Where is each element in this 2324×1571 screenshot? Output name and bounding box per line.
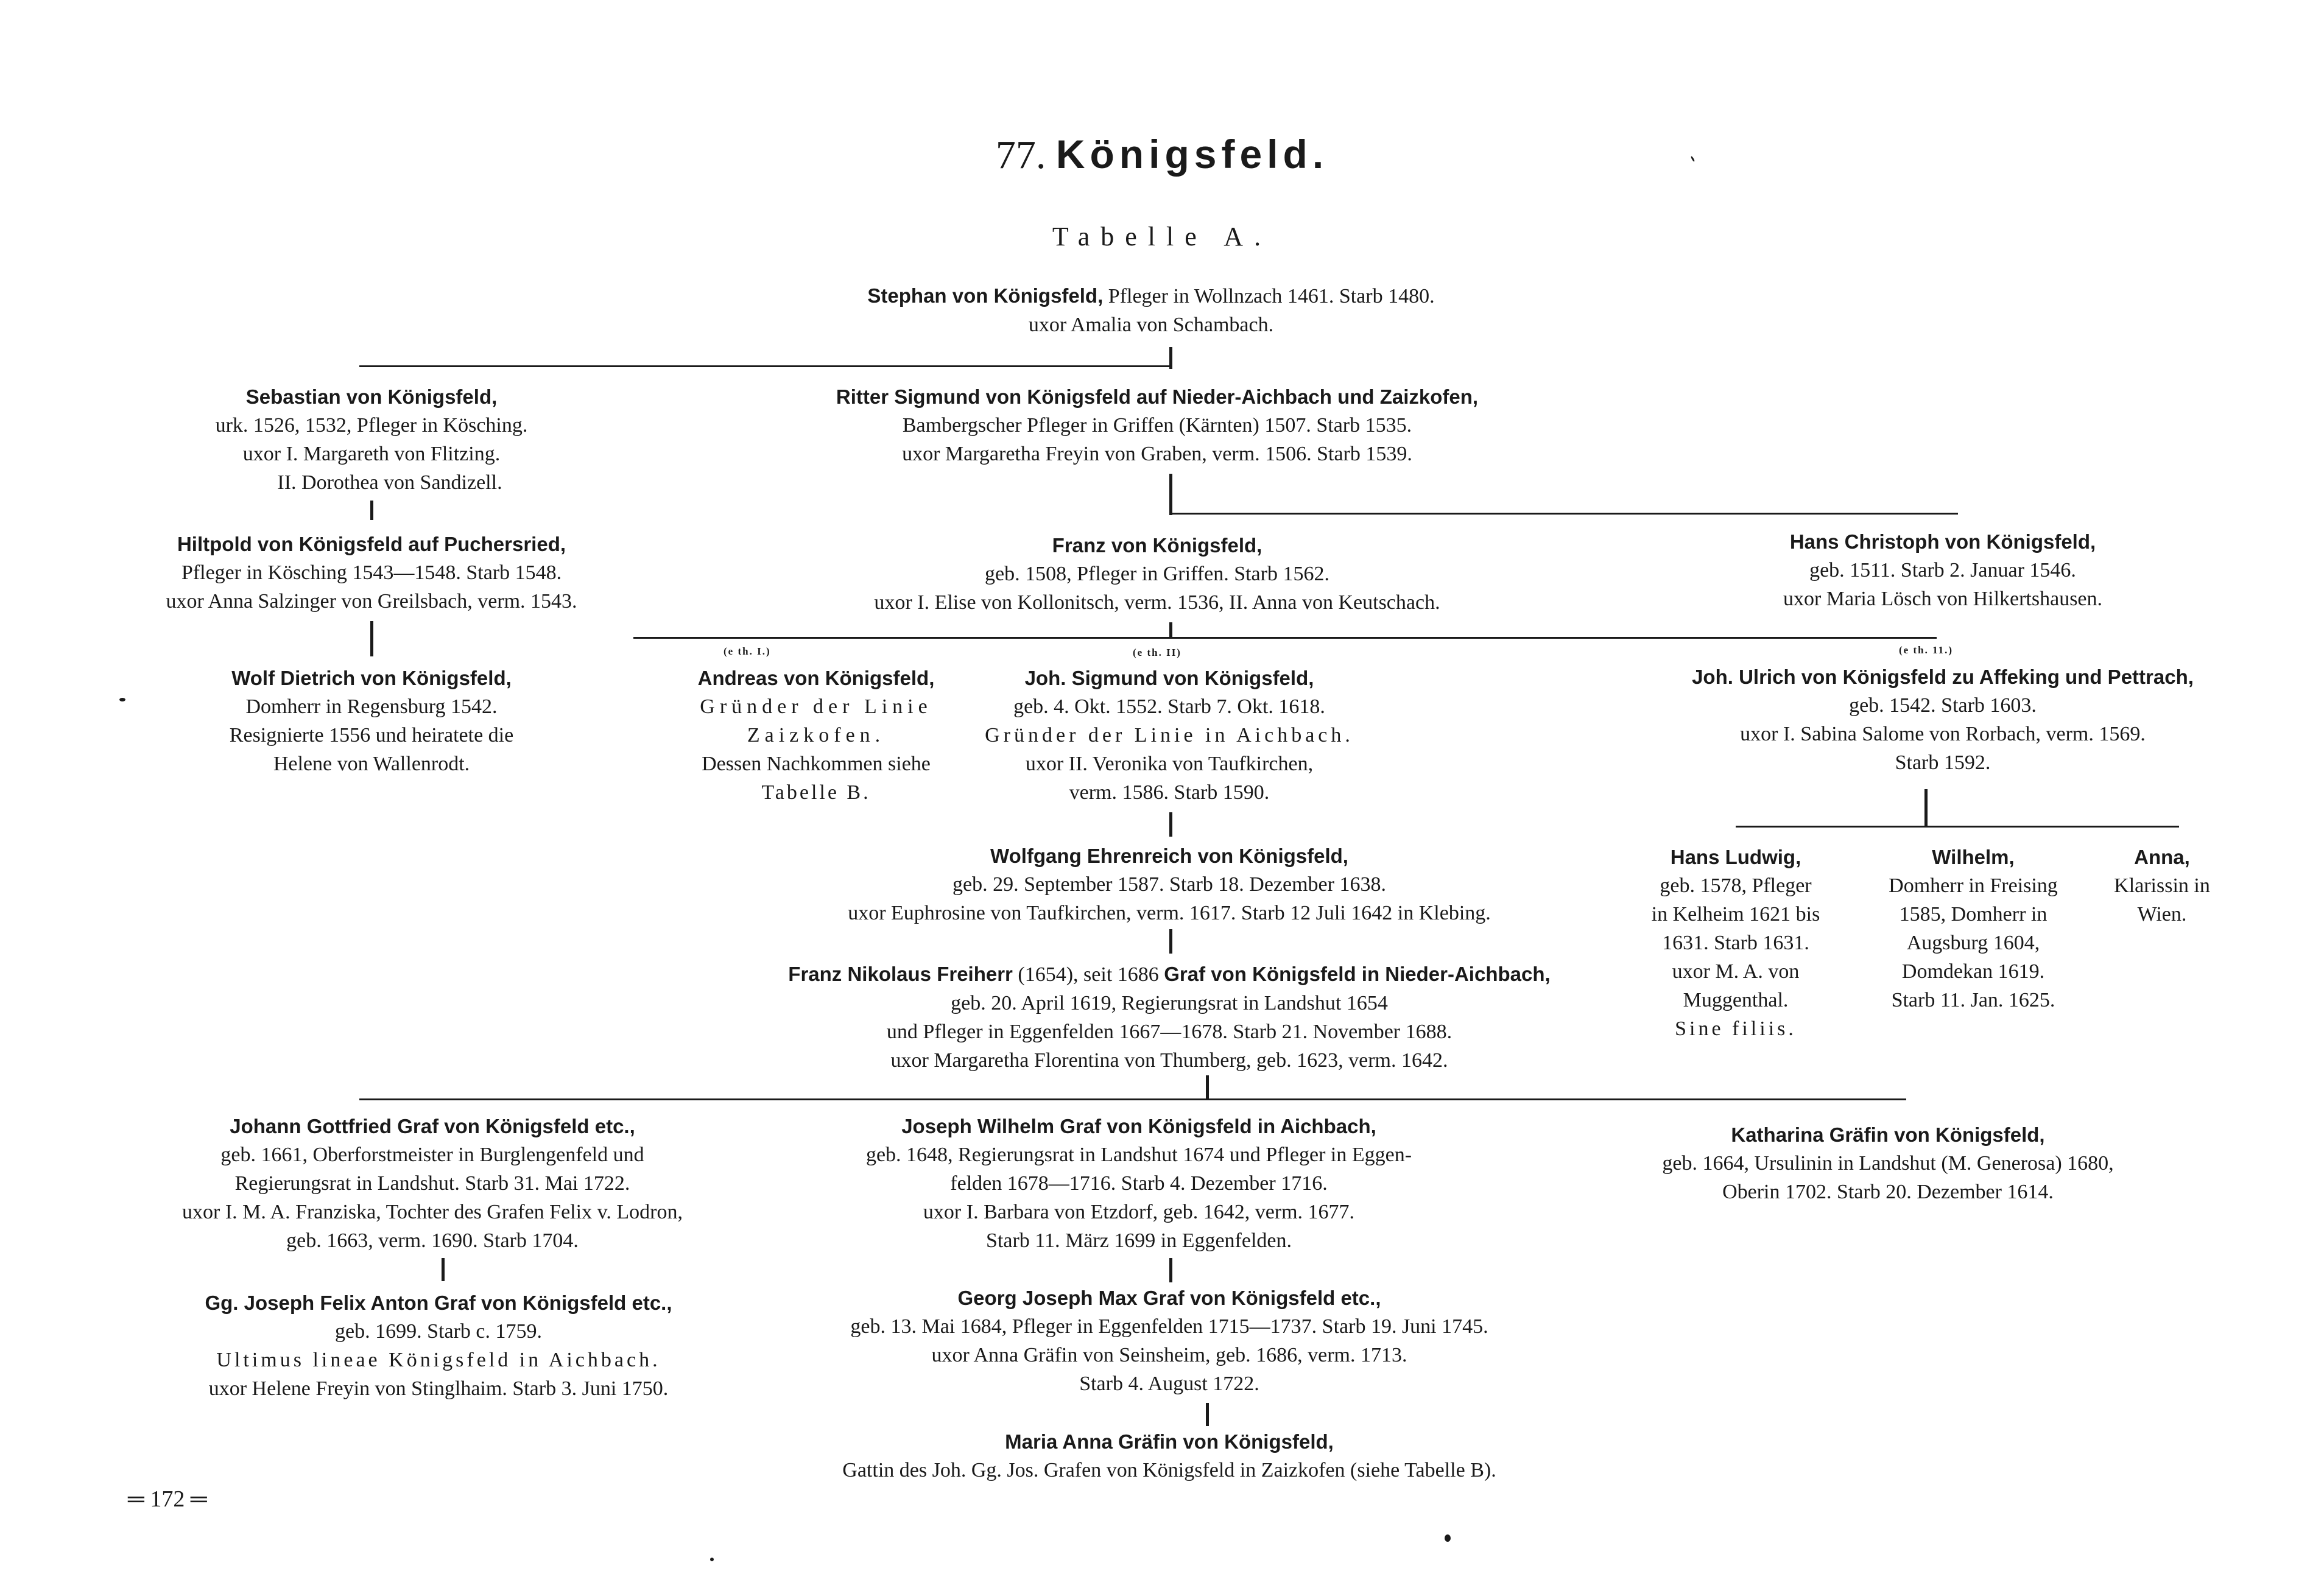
person-georg-joseph: [743, 1284, 1596, 1398]
person-line: geb. 1664, Ursulinin in Landshut (M. Generosa) 1680,: [1662, 1152, 2114, 1175]
person-title-year: (1654), seit 1686: [1018, 963, 1159, 986]
person-line: uxor I. Elise von Kollonitsch, verm. 1536, II. Anna von Keutschach.: [874, 591, 1440, 614]
person-line: Tabelle B.: [761, 781, 871, 804]
person-name: Sebastian von Königsfeld,: [245, 385, 498, 408]
person-line: geb. 1542. Starb 1603.: [1849, 694, 2037, 717]
person-name: Wolf Dietrich von Königsfeld,: [231, 667, 512, 689]
person-sebastian: [122, 382, 621, 497]
person-line: Muggenthal.: [1683, 989, 1789, 1011]
person-line: Starb 11. März 1699 in Eggenfelden.: [986, 1229, 1292, 1252]
person-name: Ritter Sigmund von Königsfeld auf Nieder-Aichbach und Zaizkofen,: [836, 385, 1479, 408]
person-joh-sigmund: [901, 664, 1437, 807]
person-gg-joseph: [122, 1288, 755, 1403]
person-johann-gottfried: [104, 1112, 761, 1255]
person-line: Domherr in Freising: [1889, 874, 2058, 897]
person-line: Starb 1592.: [1895, 751, 1991, 774]
marriage-tag: (e th. I.): [724, 645, 771, 657]
person-name: Gg. Joseph Felix Anton Graf von Königsfeld etc.,: [205, 1292, 672, 1314]
person-line: geb. 1699. Starb c. 1759.: [335, 1320, 542, 1343]
person-line: felden 1678—1716. Starb 4. Dezember 1716.: [950, 1172, 1328, 1195]
person-line: geb. 1578, Pfleger: [1660, 874, 1812, 897]
connector-line: [370, 621, 373, 656]
person-franz-nikolaus: [694, 960, 1644, 1075]
person-line: geb. 1648, Regierungsrat in Landshut 1674 und Pfleger in Eggen-: [865, 1144, 1412, 1166]
person-wolfgang: [719, 842, 1620, 927]
connector-line: [1206, 1075, 1209, 1100]
person-name: Joh. Sigmund von Königsfeld,: [1024, 667, 1314, 689]
connector-line: [1169, 812, 1172, 837]
person-line: uxor I. M. A. Franziska, Tochter des Grafen Felix v. Lodron,: [182, 1201, 683, 1223]
person-line: Oberin 1702. Starb 20. Dezember 1614.: [1722, 1181, 2054, 1203]
person-name: Hans Ludwig,: [1670, 846, 1801, 868]
marriage-tag: (e th. II): [1133, 647, 1181, 658]
person-line: Regierungsrat in Landshut. Starb 31. Mai 1722.: [234, 1172, 630, 1195]
connector-line: [1169, 929, 1172, 954]
person-line: in Kelheim 1621 bis: [1651, 903, 1820, 926]
connector-line: [359, 365, 1172, 367]
scan-speck: [1445, 1534, 1451, 1542]
connector-line: [1169, 474, 1172, 515]
person-line: uxor Anna Salzinger von Greilsbach, verm. 1543.: [166, 590, 577, 613]
person-name: Anna,: [2134, 846, 2190, 868]
person-line: uxor Margaretha Florentina von Thumberg, geb. 1623, verm. 1642.: [890, 1049, 1448, 1072]
person-line: uxor I. Barbara von Etzdorf, geb. 1642, verm. 1677.: [923, 1201, 1355, 1223]
person-name: Franz Nikolaus Freiherr: [788, 963, 1013, 985]
person-line: Starb 11. Jan. 1625.: [1891, 989, 2055, 1011]
person-line: Zaizkofen.: [747, 724, 886, 747]
connector-line: [1206, 1403, 1209, 1426]
person-line: uxor Helene Freyin von Stinglhaim. Starb 3. Juni 1750.: [208, 1377, 669, 1400]
person-line: geb. 13. Mai 1684, Pfleger in Eggenfelden 1715—1737. Starb 19. Juni 1745.: [850, 1315, 1488, 1338]
connector-line: [1924, 789, 1928, 827]
person-line: geb. 29. September 1587. Starb 18. Dezember 1638.: [952, 873, 1386, 896]
person-line: geb. 1511. Starb 2. Januar 1546.: [1809, 559, 2076, 582]
person-line: und Pfleger in Eggenfelden 1667—1678. Starb 21. November 1688.: [886, 1021, 1452, 1043]
person-line: uxor II. Veronika von Taufkirchen,: [1025, 753, 1314, 775]
person-name: Wolfgang Ehrenreich von Königsfeld,: [990, 845, 1348, 867]
person-line: Dessen Nachkommen siehe: [702, 753, 931, 775]
person-katharina: [1583, 1120, 2192, 1206]
person-line: Ultimus lineae Königsfeld in Aichbach.: [216, 1349, 661, 1371]
person-line: uxor M. A. von: [1672, 960, 1800, 983]
person-line: uxor Anna Gräfin von Seinsheim, geb. 1686, verm. 1713.: [931, 1344, 1407, 1366]
person-line: Resignierte 1556 und heiratete die: [229, 724, 514, 747]
person-line: Domdekan 1619.: [1901, 960, 2045, 983]
person-joh-ulrich: [1608, 662, 2278, 777]
connector-line: [1169, 1258, 1172, 1282]
person-line: uxor Margaretha Freyin von Graben, verm. 1506. Starb 1539.: [902, 443, 1412, 465]
person-line: urk. 1526, 1532, Pfleger in Kösching.: [215, 414, 528, 437]
connector-line: [1169, 513, 1958, 515]
person-name: Hans Christoph von Königsfeld,: [1789, 530, 2096, 553]
person-name: Andreas von Königsfeld,: [697, 667, 935, 689]
person-name: Wilhelm,: [1932, 846, 2015, 868]
person-line: uxor I. Sabina Salome von Rorbach, verm. 1569.: [1740, 723, 2146, 745]
person-name: Franz von Königsfeld,: [1052, 534, 1262, 557]
person-line: Augsburg 1604,: [1906, 932, 2040, 954]
person-title: Graf von Königsfeld in Nieder-Aichbach,: [1164, 963, 1551, 985]
person-joseph-wilhelm: [767, 1112, 1510, 1255]
person-name: Joh. Ulrich von Königsfeld zu Affeking und Pettrach,: [1692, 666, 2194, 688]
connector-line: [1736, 826, 2179, 828]
person-line: 1585, Domherr in: [1899, 903, 2048, 926]
person-line: verm. 1586. Starb 1590.: [1069, 781, 1270, 804]
person-hans-ludwig: [1614, 843, 1857, 1043]
person-name: Stephan von Königsfeld,: [867, 284, 1104, 307]
table-number: 77.: [995, 133, 1046, 177]
person-line: geb. 1508, Pfleger in Griffen. Starb 1562.: [985, 563, 1329, 585]
person-line: geb. 1661, Oberforstmeister in Burglengenfeld und: [220, 1144, 644, 1166]
person-line: II. Dorothea von Sandizell.: [277, 471, 502, 494]
person-stephan: [792, 281, 1510, 339]
person-wilhelm: [1851, 843, 2095, 1014]
person-sigmund: [755, 382, 1559, 468]
person-line: Gründer der Linie: [700, 695, 932, 718]
table-label: Tabelle A.: [1052, 222, 1272, 251]
person-line: Gattin des Joh. Gg. Jos. Grafen von Königsfeld in Zaizkofen (siehe Tabelle B).: [842, 1459, 1496, 1481]
person-wolf-dietrich: [146, 664, 597, 778]
marriage-tag: (e th. 11.): [1899, 644, 1954, 656]
person-name: Johann Gottfried Graf von Königsfeld etc.,: [230, 1115, 635, 1137]
person-line: Wien.: [2137, 903, 2187, 926]
person-line: geb. 1663, verm. 1690. Starb 1704.: [286, 1229, 579, 1252]
person-hiltpold: [104, 530, 639, 616]
connector-line: [370, 501, 373, 520]
person-line: Starb 4. August 1722.: [1079, 1372, 1259, 1395]
person-line: Gründer der Linie in Aichbach.: [985, 724, 1354, 747]
person-line: Pfleger in Kösching 1543—1548. Starb 1548.: [181, 561, 562, 584]
person-name: Georg Joseph Max Graf von Königsfeld etc.,: [957, 1287, 1381, 1309]
person-anna: [2089, 843, 2235, 929]
scan-speck: [710, 1558, 714, 1561]
person-line: uxor Amalia von Schambach.: [1028, 314, 1274, 336]
person-line: Helene von Wallenrodt.: [273, 753, 470, 775]
person-line: uxor Maria Lösch von Hilkertshausen.: [1783, 588, 2103, 610]
connector-line: [1169, 622, 1172, 637]
person-line: uxor Euphrosine von Taufkirchen, verm. 1617. Starb 12 Juli 1642 in Klebing.: [848, 902, 1491, 924]
person-line: 1631. Starb 1631.: [1662, 932, 1809, 954]
person-line: geb. 20. April 1619, Regierungsrat in Landshut 1654: [951, 992, 1388, 1014]
person-franz: [743, 531, 1571, 617]
person-line: geb. 4. Okt. 1552. Starb 7. Okt. 1618.: [1013, 695, 1325, 718]
connector-line: [359, 1098, 1906, 1100]
person-line: uxor I. Margareth von Flitzing.: [242, 443, 501, 465]
person-maria-anna: [682, 1427, 1657, 1485]
connector-line: [633, 637, 1937, 639]
person-name: Maria Anna Gräfin von Königsfeld,: [1005, 1430, 1334, 1453]
person-name: Katharina Gräfin von Königsfeld,: [1731, 1123, 2045, 1146]
person-line: Bambergscher Pfleger in Griffen (Kärnten) 1507. Starb 1535.: [902, 414, 1412, 437]
person-line: Klarissin in: [2114, 874, 2210, 897]
family-name: Königsfeld.: [1055, 132, 1329, 177]
person-line: Pfleger in Wollnzach 1461. Starb 1480.: [1108, 285, 1435, 308]
person-name: Joseph Wilhelm Graf von Königsfeld in Aichbach,: [901, 1115, 1376, 1137]
person-line: Domherr in Regensburg 1542.: [245, 695, 498, 718]
page-title: [0, 131, 2324, 178]
scan-speck: [119, 698, 125, 701]
connector-line: [442, 1258, 445, 1281]
person-hans-christoph: [1681, 527, 2205, 613]
page-number: ═ 172 ═: [128, 1486, 207, 1512]
person-line: Sine filiis.: [1675, 1017, 1797, 1040]
person-name: Hiltpold von Königsfeld auf Puchersried,: [177, 533, 566, 555]
